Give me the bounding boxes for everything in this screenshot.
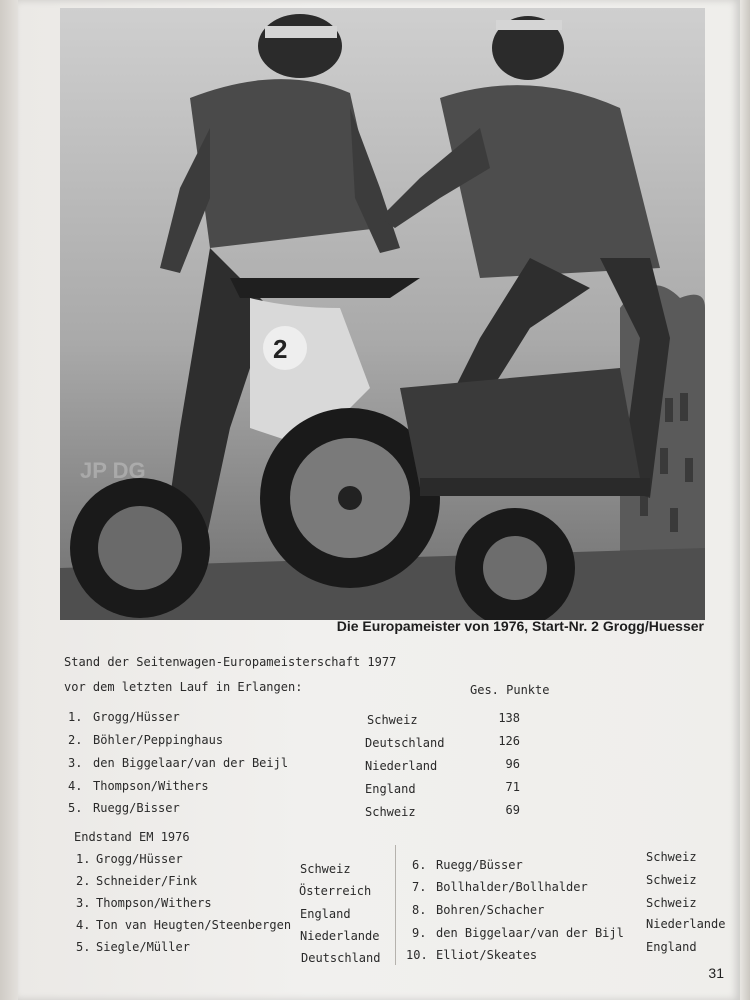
points-header: Ges. Punkte bbox=[470, 683, 550, 697]
standings-team: Thompson/Withers bbox=[93, 779, 209, 793]
final-team: Schneider/Fink bbox=[96, 874, 198, 888]
standings-rank: 4. bbox=[68, 779, 83, 793]
final-country: England bbox=[646, 940, 697, 954]
standings-team: Grogg/Hüsser bbox=[93, 710, 180, 724]
svg-text:2: 2 bbox=[273, 334, 288, 364]
final-team: Bohren/Schacher bbox=[436, 903, 545, 917]
final-country: Schweiz bbox=[646, 896, 697, 910]
svg-text:JP DG: JP DG bbox=[80, 458, 146, 483]
photo-caption: Die Europameister von 1976, Start-Nr. 2 Grogg/Huesser bbox=[336, 618, 704, 634]
standings-points: 71 bbox=[505, 780, 520, 794]
final-country: England bbox=[300, 907, 351, 921]
standings-country: Schweiz bbox=[365, 805, 416, 819]
final-rank: 2. bbox=[76, 874, 91, 888]
sidecar-motocross-photo bbox=[60, 8, 705, 620]
final-country: Deutschland bbox=[301, 951, 381, 965]
final-rank: 8. bbox=[412, 903, 427, 917]
final-rank: 1. bbox=[76, 852, 91, 866]
standings-team: Böhler/Peppinghaus bbox=[93, 733, 224, 747]
final-team: Bollhalder/Bollhalder bbox=[436, 880, 588, 894]
final-rank: 10. bbox=[406, 948, 428, 962]
page-number: 31 bbox=[708, 965, 724, 981]
final-team: Siegle/Müller bbox=[96, 940, 190, 954]
final-country: Schweiz bbox=[646, 873, 697, 887]
final-team: Elliot/Skeates bbox=[436, 948, 538, 962]
final-rank: 5. bbox=[76, 940, 91, 954]
final-country: Niederlande bbox=[300, 929, 380, 943]
final-title: Endstand EM 1976 bbox=[74, 830, 190, 844]
standings-country: England bbox=[365, 782, 416, 796]
final-team: Grogg/Hüsser bbox=[96, 852, 183, 866]
final-rank: 3. bbox=[76, 896, 91, 910]
final-rank: 9. bbox=[412, 926, 427, 940]
final-rank: 6. bbox=[412, 858, 427, 872]
standings-points: 126 bbox=[498, 734, 520, 748]
book-spine-edge bbox=[0, 0, 18, 1000]
standings-rank: 5. bbox=[68, 801, 83, 815]
standings-title: Stand der Seitenwagen-Europameisterschaft 1977 bbox=[64, 655, 397, 669]
standings-points: 69 bbox=[505, 803, 520, 817]
standings-points: 138 bbox=[498, 711, 520, 725]
standings-country: Niederland bbox=[365, 759, 438, 773]
final-country: Schweiz bbox=[646, 850, 697, 864]
standings-country: Schweiz bbox=[367, 713, 418, 727]
final-rank: 7. bbox=[412, 880, 427, 894]
final-team: Ruegg/Büsser bbox=[436, 858, 523, 872]
standings-subtitle: vor dem letzten Lauf in Erlangen: bbox=[64, 680, 303, 694]
final-country: Schweiz bbox=[300, 862, 351, 876]
final-team: Ton van Heugten/Steenbergen bbox=[96, 918, 292, 932]
standings-rank: 2. bbox=[68, 733, 83, 747]
final-rank: 4. bbox=[76, 918, 91, 932]
standings-rank: 1. bbox=[68, 710, 83, 724]
final-country: Niederlande bbox=[646, 917, 726, 931]
standings-team: den Biggelaar/van der Beijl bbox=[93, 756, 289, 770]
final-team: den Biggelaar/van der Bijl bbox=[436, 926, 624, 940]
final-team: Thompson/Withers bbox=[96, 896, 212, 910]
standings-rank: 3. bbox=[68, 756, 83, 770]
standings-country: Deutschland bbox=[365, 736, 445, 750]
page-edge bbox=[740, 0, 750, 1000]
column-divider bbox=[395, 845, 396, 965]
standings-team: Ruegg/Bisser bbox=[93, 801, 180, 815]
final-country: Österreich bbox=[299, 884, 372, 898]
standings-points: 96 bbox=[505, 757, 520, 771]
